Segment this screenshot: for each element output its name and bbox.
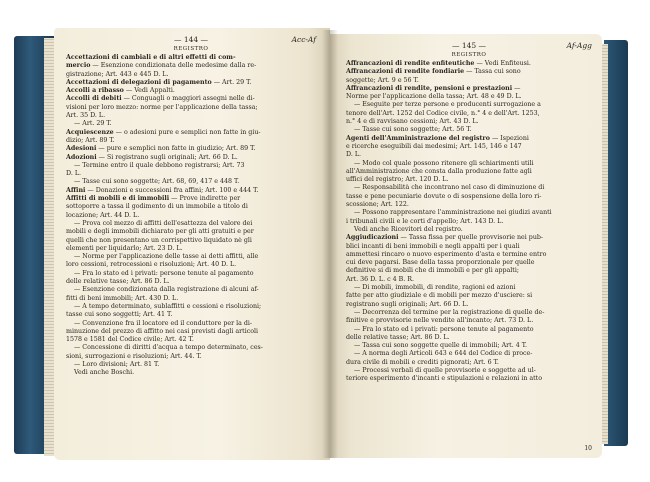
text-line	[346, 193, 592, 201]
entry-text: — Fra lo stato ed i privati: persone tenute al pagamento	[354, 325, 534, 333]
entry-text: cui deve pagarsi. Base della tassa proporzionale per quelle	[346, 259, 535, 267]
text-line	[346, 367, 592, 375]
entry-text: — Processi verbali di quelle provvisorie e soggette ad ul-	[354, 366, 536, 374]
text-line	[66, 220, 316, 228]
right-page-body	[346, 60, 592, 384]
text-line	[66, 195, 316, 203]
text-line	[346, 251, 592, 259]
entry-text: sottoporre a tassa il godimento di un immobile a titolo di	[66, 203, 248, 211]
text-line	[346, 77, 592, 85]
entry-text: registrano sugli originali; Art. 66 D. L.	[346, 300, 469, 308]
entry-text: — Tasse cui sono soggette; Art. 56 T.	[354, 126, 472, 134]
right-page-number: — 145 —	[451, 41, 487, 50]
entry-text: gistrazione; Art. 443 e 445 D. L.	[66, 70, 169, 78]
entry-text: — Ispezioni	[489, 134, 529, 142]
text-line	[66, 178, 316, 186]
text-line	[346, 350, 592, 358]
text-line	[66, 245, 316, 253]
entry-text: — Art. 29 T.	[74, 120, 112, 128]
text-line	[346, 135, 592, 143]
text-line	[66, 112, 316, 120]
entry-text: i tribunali civili e le corti d'appello; Art. 143 D. L.	[346, 217, 504, 225]
right-page-footer-mark: 10	[584, 445, 592, 452]
entry-text: — Concessione di diritti d'acqua a tempo determinato, ces-	[74, 344, 263, 352]
entry-text: dizio; Art. 89 T.	[66, 136, 115, 144]
text-line	[346, 301, 592, 309]
text-line	[66, 295, 316, 303]
text-line	[66, 311, 316, 319]
text-line	[66, 71, 316, 79]
text-line	[66, 187, 316, 195]
entry-text: uffici del registro; Art. 120 D. L.	[346, 176, 449, 184]
text-line	[66, 154, 316, 162]
entry-text: n.° 4 e di ravvisano cessioni; Art. 43 D. L.	[346, 118, 479, 126]
text-line	[66, 54, 316, 62]
entry-heading: Affrancazioni di rendite fondiarie	[346, 68, 465, 76]
text-line	[66, 237, 316, 245]
text-line	[66, 95, 316, 103]
entry-text: — Conguagli o maggiori assegni nelle di-	[121, 95, 255, 103]
text-line	[346, 184, 592, 192]
text-line	[346, 284, 592, 292]
text-line	[66, 162, 316, 170]
entry-text: — Art. 29 T.	[211, 78, 252, 86]
entry-text: fitti di beni immobili; Art. 430 D. L.	[66, 294, 179, 302]
text-line	[346, 160, 592, 168]
text-line	[66, 79, 316, 87]
entry-text: loro cessioni, retrocessioni e risoluzioni; Art. 40 D. L.	[66, 261, 237, 269]
entry-text: — Tassa fissa per quelle provvisorie nei pub-	[398, 234, 544, 242]
text-line	[346, 276, 592, 284]
entry-text: tenore dell'Art. 1252 del Codice civile, n.° 4 e dell'Art. 1253,	[346, 109, 540, 117]
entry-text: — o adesioni pure e semplici non fatte in giu-	[113, 128, 261, 136]
text-line	[66, 87, 316, 95]
entry-text: e ricerche eseguibili dai medesimi; Art. 145, 146 e 147	[346, 142, 522, 150]
text-line	[346, 326, 592, 334]
entry-text: — Esenzione condizionata delle medesime dalla re-	[90, 62, 257, 70]
entry-text: — Convenzione fra il locatore ed il conduttore per la di-	[74, 319, 253, 327]
text-line	[66, 120, 316, 128]
text-line	[346, 85, 592, 93]
entry-heading: Accolli a ribasso	[66, 87, 124, 95]
entry-text: — Loro divisioni; Art. 81 T.	[74, 360, 160, 368]
text-line	[346, 218, 592, 226]
text-line	[346, 243, 592, 251]
entry-heading: Adesioni	[66, 145, 97, 153]
text-line	[66, 270, 316, 278]
entry-text: delle relative tasse; Art. 86 D. L.	[346, 333, 450, 341]
entry-text: — Modo col quale possono ritenere gli schiarimenti utili	[354, 159, 534, 167]
text-line	[346, 267, 592, 275]
entry-text: 1578 e 1581 del Codice civile; Art. 42 T.	[66, 336, 194, 344]
entry-heading: Aggiudicazioni	[346, 234, 399, 242]
entry-text: visioni per loro mezzo: norme per l'applicazione della tassa;	[66, 103, 258, 111]
left-running-head	[66, 35, 316, 52]
text-line	[346, 201, 592, 209]
entry-text: locazione; Art. 44 D. L.	[66, 211, 140, 219]
text-line	[66, 353, 316, 361]
text-line	[66, 145, 316, 153]
text-line	[346, 101, 592, 109]
entry-heading: Accolli di debiti	[66, 95, 122, 103]
text-line	[66, 303, 316, 311]
text-line	[66, 328, 316, 336]
entry-text: dura civile di mobili e crediti pignorati; Art. 6 T.	[346, 358, 499, 366]
text-line	[346, 234, 592, 242]
entry-heading: Affini	[66, 186, 86, 194]
entry-text: — Norme per l'applicazione delle tasse ai detti affitti, alle	[74, 253, 259, 261]
entry-text: finitive e provvisorie nelle vendite all'incanto; Art. 73 D. L.	[346, 317, 534, 325]
text-line	[66, 228, 316, 236]
entry-text: definitive si di mobili che di immobili e per gli appalti;	[346, 267, 519, 275]
text-line	[66, 369, 316, 377]
entry-text: — Si registrano sugli originali; Art. 66 D. L.	[96, 153, 238, 161]
text-line	[346, 359, 592, 367]
text-line	[346, 292, 592, 300]
entry-text: Art. 36 D. L. c 4 B. R.	[346, 275, 415, 283]
entry-text: — Termine entro il quale debbono registrarsi; Art. 73	[74, 161, 245, 169]
entry-text: all'Amministrazione che consta dalla produzione fatte agli	[346, 167, 532, 175]
text-line	[66, 129, 316, 137]
text-line	[346, 151, 592, 159]
entry-text: tasse cui sono soggetti; Art. 41 T.	[66, 311, 173, 319]
book-gutter	[322, 30, 338, 458]
entry-text: — Eseguite per terze persone e producenti surrogazione a	[354, 101, 541, 109]
entry-text: blici incanti di beni immobili e negli appalti per i quali	[346, 242, 520, 250]
text-line	[66, 62, 316, 70]
entry-text: Vedi anche Boschi.	[74, 369, 135, 377]
entry-text: — Donazioni e successioni fra affini; Art. 100 e 444 T.	[85, 186, 259, 194]
entry-heading: Accettazioni di delegazioni di pagamento	[66, 78, 212, 86]
entry-heading: Agenti dell'Amministrazione del registro	[346, 134, 490, 142]
right-page	[330, 34, 602, 458]
entry-text: — Prove indirette per	[169, 195, 241, 203]
entry-text: — A tempo determinato, sublaffitti e cessioni e risoluzioni;	[74, 302, 262, 310]
text-line	[66, 361, 316, 369]
text-line	[346, 334, 592, 342]
entry-text: teriore esperimento d'incanti e stipulazioni e relazioni in atto	[346, 375, 542, 383]
entry-text: sioni, surrogazioni e risoluzioni; Art. 44. T.	[66, 352, 202, 360]
entry-text: — Vedi Appalti.	[123, 87, 175, 95]
text-line	[346, 143, 592, 151]
text-line	[346, 118, 592, 126]
entry-text: Norme per l'applicazione della tassa; Art. 48 e 49 D. L.	[346, 93, 522, 101]
entry-text: D. L.	[66, 170, 82, 178]
entry-text: — Tasse cui sono soggette; Art. 68, 69, 417 e 448 T.	[74, 178, 240, 186]
entry-text: Art. 35 D. L.	[66, 112, 106, 120]
text-line	[346, 168, 592, 176]
entry-text: soggette; Art. 9 e 56 T.	[346, 76, 419, 84]
entry-text: elementi per liquidarlo; Art. 23 D. L.	[66, 244, 183, 252]
entry-text: — pure e semplici non fatte in giudizio; Art. 89 T.	[96, 145, 256, 153]
left-page-body	[66, 54, 316, 378]
entry-heading: Adozioni	[66, 153, 97, 161]
entry-heading: mercio	[66, 62, 91, 70]
entry-text: scossione; Art. 122.	[346, 201, 409, 209]
text-line	[66, 344, 316, 352]
entry-heading: Affitti di mobili e di immobili	[66, 195, 170, 203]
text-line	[66, 336, 316, 344]
text-line	[346, 60, 592, 68]
entry-text: delle relative tasse; Art. 86 D. L.	[66, 278, 170, 286]
right-section-title: REGISTRO	[451, 52, 487, 58]
text-line	[66, 320, 316, 328]
text-line	[66, 278, 316, 286]
text-line	[346, 226, 592, 234]
entry-text: fatte per atto giudiziale e di mobili per mezzo d'usciere: si	[346, 292, 533, 300]
entry-text: D. L.	[346, 151, 362, 159]
text-line	[66, 170, 316, 178]
text-line	[346, 259, 592, 267]
text-line	[346, 209, 592, 217]
text-line	[346, 68, 592, 76]
entry-heading: Accettazioni di cambiali e di altri effetti di com-	[66, 54, 236, 61]
entry-text: — Tassa cui sono soggette quelle di immobili; Art. 4 T.	[354, 342, 527, 350]
entry-text: mobili e degli immobili dichiarato per gli atti gratuiti e per	[66, 228, 254, 236]
text-line	[66, 261, 316, 269]
right-running-head	[346, 41, 592, 58]
entry-text: — Di mobili, immobili, di rendite, ragioni ed azioni	[354, 284, 516, 292]
entry-text: ammettesi rincaro o nuovo esperimento d'asta e termine entro	[346, 250, 547, 258]
entry-heading: Affrancazioni di rendite, pensioni e prestazioni	[346, 84, 513, 92]
text-line	[66, 253, 316, 261]
entry-text: — Esenzione condizionata dalla registrazione di alcuni af-	[74, 286, 259, 294]
text-line	[346, 309, 592, 317]
left-page-range: Acc-Af	[291, 35, 316, 44]
text-line	[66, 286, 316, 294]
left-section-title: REGISTRO	[173, 46, 209, 52]
left-page	[54, 28, 330, 460]
left-page-number: — 144 —	[173, 35, 209, 44]
entry-text: tasse e pene pecuniarie dovute o di sospensione della loro ri-	[346, 192, 542, 200]
text-line	[66, 203, 316, 211]
text-line	[346, 176, 592, 184]
entry-text: — A norma degli Articoli 643 e 644 del Codice di proce-	[354, 350, 533, 358]
entry-text: — Tassa cui sono	[464, 68, 521, 76]
text-line	[66, 104, 316, 112]
right-page-range: Af-Agg	[566, 41, 592, 50]
entry-text: — Vedi Enfiteusi.	[474, 60, 531, 67]
text-line	[66, 137, 316, 145]
text-line	[346, 126, 592, 134]
text-line	[346, 93, 592, 101]
entry-heading: Acquiescenze	[66, 128, 114, 136]
entry-text: — Prova col mezzo di affitti dell'esattezza del valore dei	[74, 219, 253, 227]
entry-heading: Affrancazioni di rendite enfiteutiche	[346, 60, 475, 67]
entry-text: — Fra lo stato ed i privati: persone tenute al pagamento	[74, 269, 254, 277]
text-line	[346, 317, 592, 325]
text-line	[346, 342, 592, 350]
entry-text: quelli che non presentano un corrispettivo liquidato nè gli	[66, 236, 252, 244]
entry-text: — Responsabilità che incontrano nel caso di diminuzione di	[354, 184, 545, 192]
entry-text: minuzione del prezzo di affitto nei casi previsti dagli articoli	[66, 327, 259, 335]
text-line	[66, 212, 316, 220]
entry-text: — Decorrenza del termine per la registrazione di quelle de-	[354, 308, 545, 316]
text-line	[346, 110, 592, 118]
text-line	[346, 375, 592, 383]
entry-text: —	[512, 84, 521, 92]
entry-text: Vedi anche Ricevitori del registro.	[354, 225, 463, 233]
entry-text: — Possono rappresentare l'amministrazione nei giudizi avanti	[354, 209, 552, 217]
